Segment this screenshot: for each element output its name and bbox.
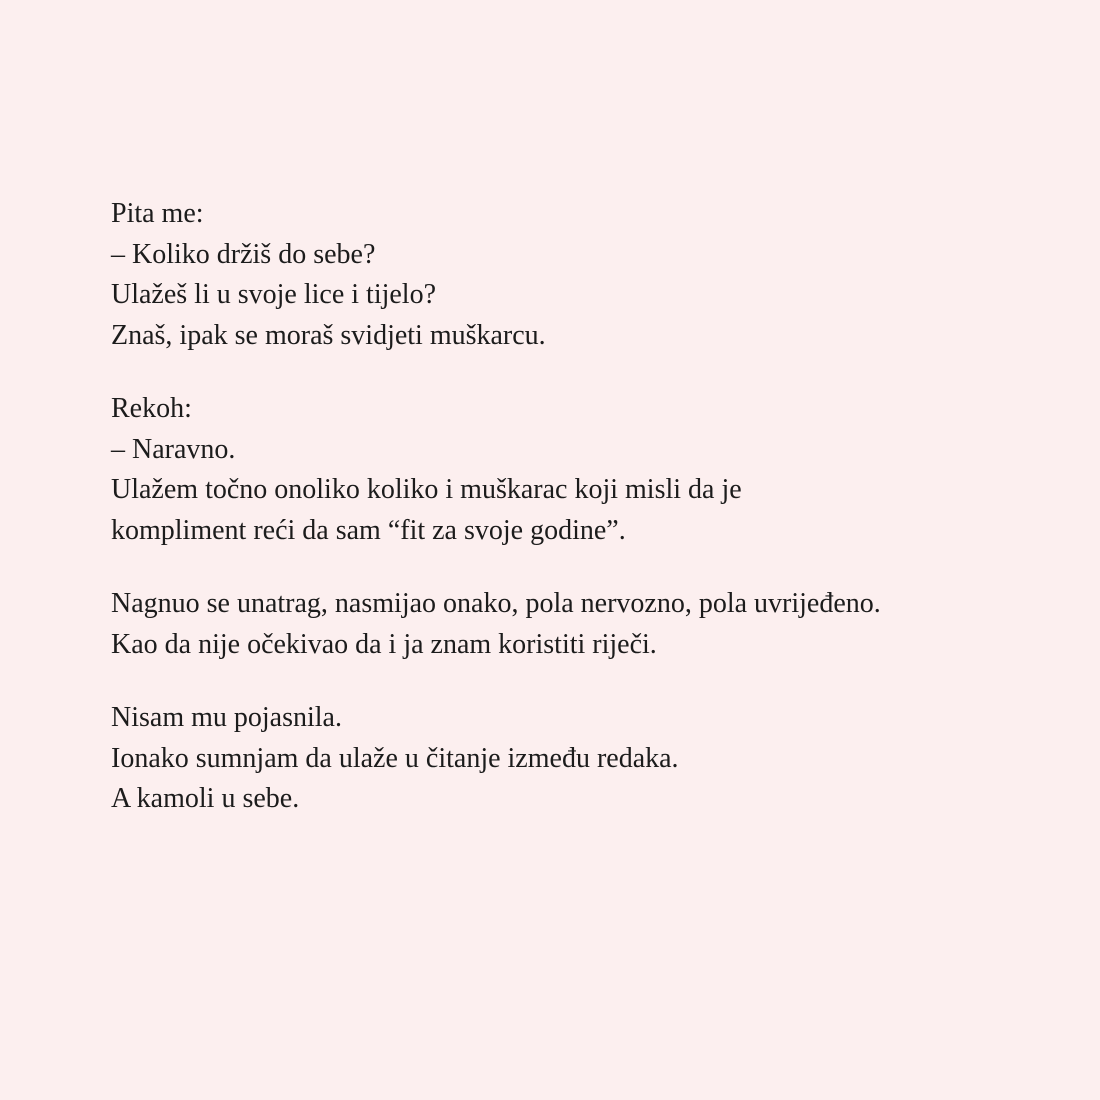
poem-line: Nagnuo se unatrag, nasmijao onako, pola nervozno, pola uvrijeđeno. [111,588,881,619]
poem-line: Kao da nije očekivao da i ja znam koristiti riječi. [111,628,657,660]
poem-line: Ulažeš li u svoje lice i tijelo? [111,279,437,310]
poem-line: Pita me: [111,198,204,229]
poem-line: Ionako sumnjam da ulaže u čitanje između redaka. [111,742,679,774]
stanza-1 [111,194,1011,356]
stanza-2 [111,389,1011,551]
stanza-4 [111,698,1011,820]
poem-line: – Koliko držiš do sebe? [111,238,376,270]
stanza-3 [111,584,1011,665]
poem-line: kompliment reći da sam “fit za svoje godine”. [111,514,626,546]
poem-line: A kamoli u sebe. [111,783,300,814]
poem-text [111,194,1011,853]
poem-line: Nisam mu pojasnila. [111,702,342,733]
poem-line: – Naravno. [111,433,236,465]
poem-line: Ulažem točno onoliko koliko i muškarac koji misli da je [111,474,742,505]
poem-line: Znaš, ipak se moraš svidjeti muškarcu. [111,319,546,351]
poem-line: Rekoh: [111,393,192,424]
